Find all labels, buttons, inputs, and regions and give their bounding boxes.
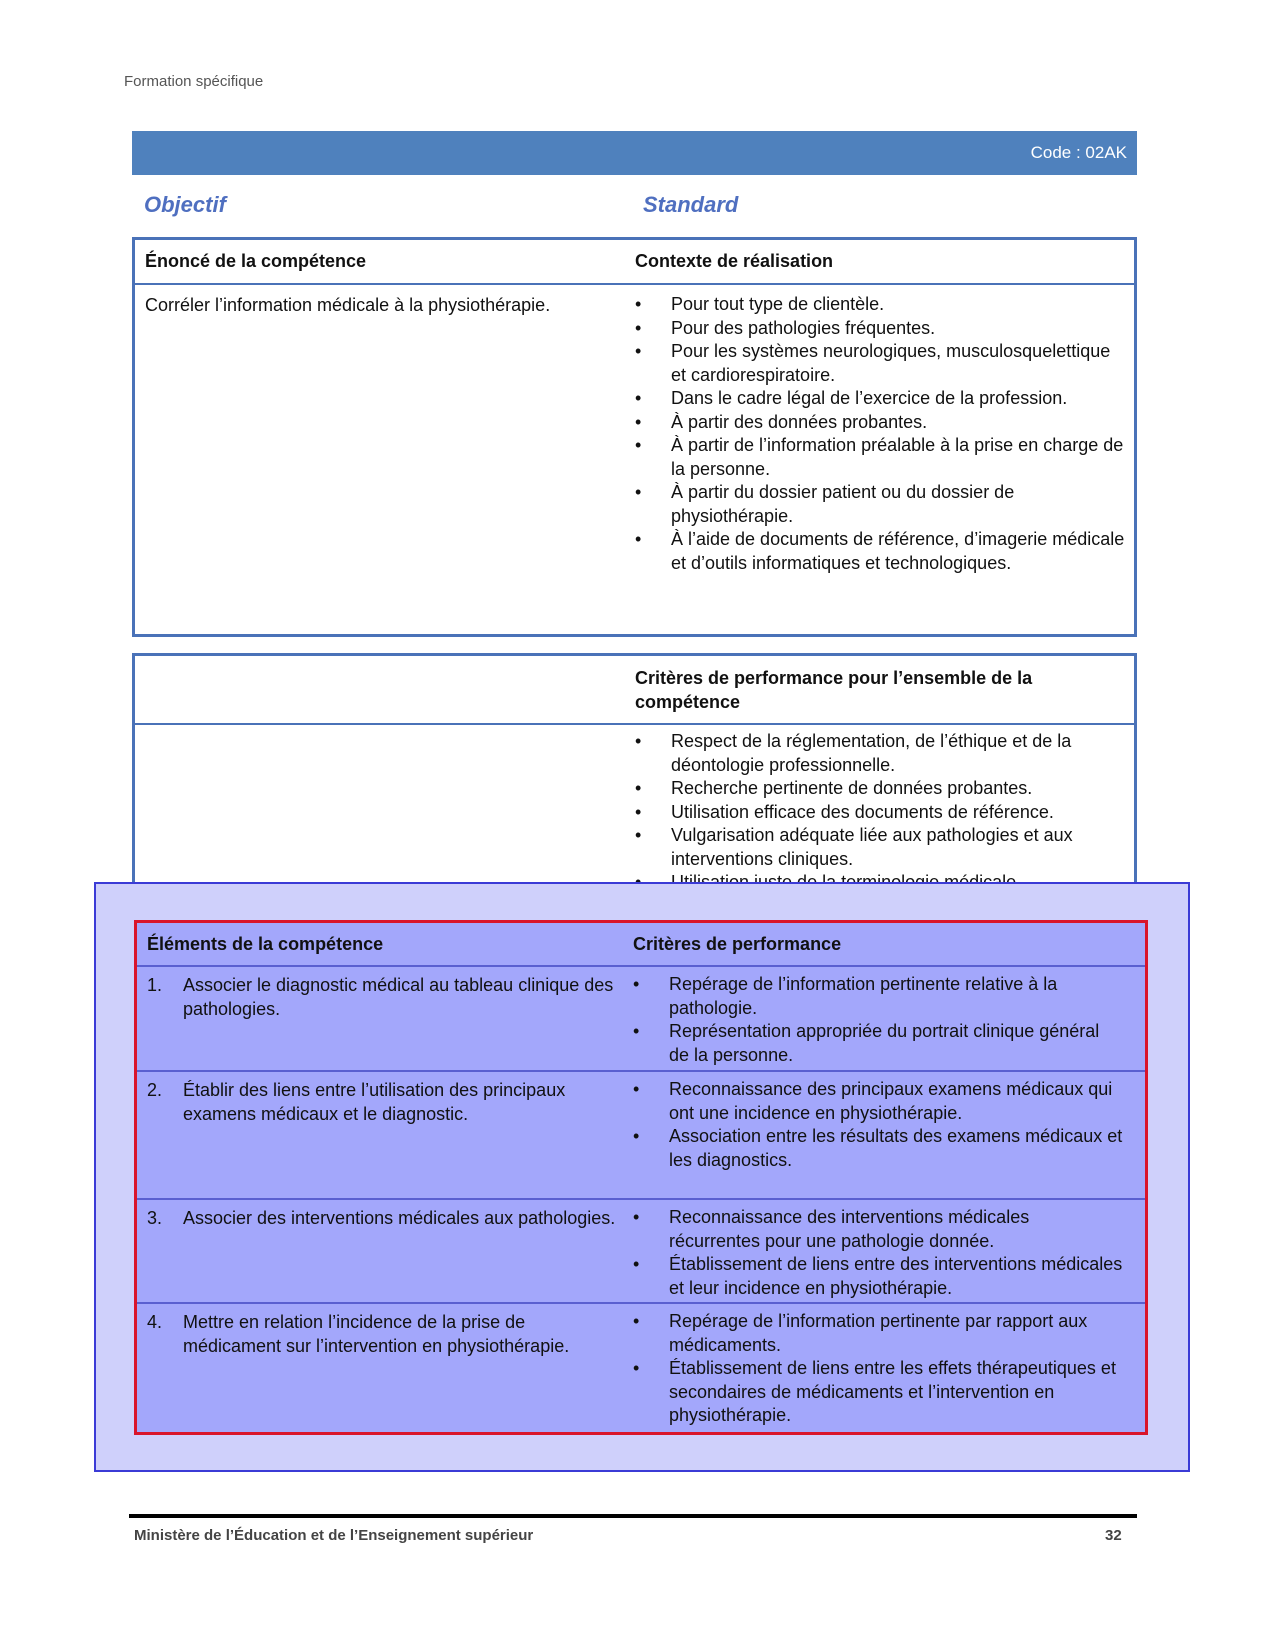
- elements-table: [134, 920, 1148, 1435]
- list-item: • Repérage de l’information pertinente par rapport aux médicaments.: [633, 1310, 1124, 1357]
- section-title-objective: Objectif: [144, 192, 226, 217]
- list-item: • Vulgarisation adéquate liée aux pathologies et aux interventions cliniques.: [635, 824, 1126, 871]
- context-header: Contexte de réalisation: [635, 251, 834, 271]
- overall-criteria-header: Critères de performance pour l’ensemble de la compétence: [635, 667, 1033, 712]
- overall-criteria-list: [635, 730, 1126, 895]
- list-item: • Association entre les résultats des examens médicaux et les diagnostics.: [633, 1125, 1124, 1172]
- element-text: Mettre en relation l’incidence de la prise de médicament sur l’intervention en physiothérapie.: [183, 1312, 570, 1356]
- footer-divider: [129, 1514, 1137, 1518]
- list-item: • Établissement de liens entre des interventions médicales et leur incidence en physiothérapie.: [633, 1253, 1124, 1300]
- page-number: 32: [1105, 1527, 1122, 1544]
- list-item: • Représentation appropriée du portrait clinique général de la personne.: [633, 1020, 1124, 1067]
- code-banner: [132, 131, 1137, 175]
- list-item: • Établissement de liens entre les effets thérapeutiques et secondaires de médicaments et l’intervention en physiothérapie.: [633, 1357, 1124, 1428]
- elements-header: Éléments de la compétence: [147, 933, 384, 954]
- table-row: [137, 1304, 1145, 1424]
- list-item: • Reconnaissance des principaux examens médicaux qui ont une incidence en physiothérapie.: [633, 1078, 1124, 1125]
- table-row: [137, 967, 1145, 1072]
- element-number: 2.: [147, 1080, 163, 1100]
- overall-criteria-table: [132, 653, 1137, 903]
- performance-criteria-header: Critères de performance: [633, 933, 842, 954]
- list-item: • Reconnaissance des interventions médicales récurrentes pour une pathologie donnée.: [633, 1206, 1124, 1253]
- list-item: • Pour tout type de clientèle.: [635, 293, 1126, 317]
- competence-statement: Corréler l’information médicale à la physiothérapie.: [145, 295, 551, 315]
- table-row: [137, 1200, 1145, 1304]
- list-item: • Respect de la réglementation, de l’éthique et de la déontologie professionnelle.: [635, 730, 1126, 777]
- element-number: 1.: [147, 975, 163, 995]
- element-text: Associer le diagnostic médical au tableau clinique des pathologies.: [183, 975, 614, 1019]
- list-item: • Pour des pathologies fréquentes.: [635, 317, 1126, 341]
- element-text: Associer des interventions médicales aux pathologies.: [183, 1208, 616, 1228]
- context-list: [635, 293, 1126, 575]
- competence-statement-header: Énoncé de la compétence: [145, 251, 367, 271]
- competency-code: Code : 02AK: [1030, 143, 1127, 162]
- competence-context-table: [132, 237, 1137, 637]
- section-title-standard: Standard: [643, 192, 739, 217]
- table-row: [137, 1072, 1145, 1200]
- list-item: • Utilisation efficace des documents de référence.: [635, 801, 1126, 825]
- element-number: 4.: [147, 1312, 163, 1332]
- footer-ministry: Ministère de l’Éducation et de l’Enseignement supérieur: [134, 1527, 534, 1544]
- list-item: • À partir des données probantes.: [635, 411, 1126, 435]
- list-item: • Repérage de l’information pertinente relative à la pathologie.: [633, 973, 1124, 1020]
- element-number: 3.: [147, 1208, 163, 1228]
- list-item: • À partir de l’information préalable à la prise en charge de la personne.: [635, 434, 1126, 481]
- list-item: • Dans le cadre légal de l’exercice de la profession.: [635, 387, 1126, 411]
- list-item: • À l’aide de documents de référence, d’imagerie médicale et d’outils informatiques et technologiques.: [635, 528, 1126, 575]
- list-item: • À partir du dossier patient ou du dossier de physiothérapie.: [635, 481, 1126, 528]
- list-item: • Recherche pertinente de données probantes.: [635, 777, 1126, 801]
- list-item: • Pour les systèmes neurologiques, musculosquelettique et cardiorespiratoire.: [635, 340, 1126, 387]
- document-header-label: Formation spécifique: [124, 73, 264, 90]
- element-text: Établir des liens entre l’utilisation des principaux examens médicaux et le diagnostic.: [183, 1080, 566, 1124]
